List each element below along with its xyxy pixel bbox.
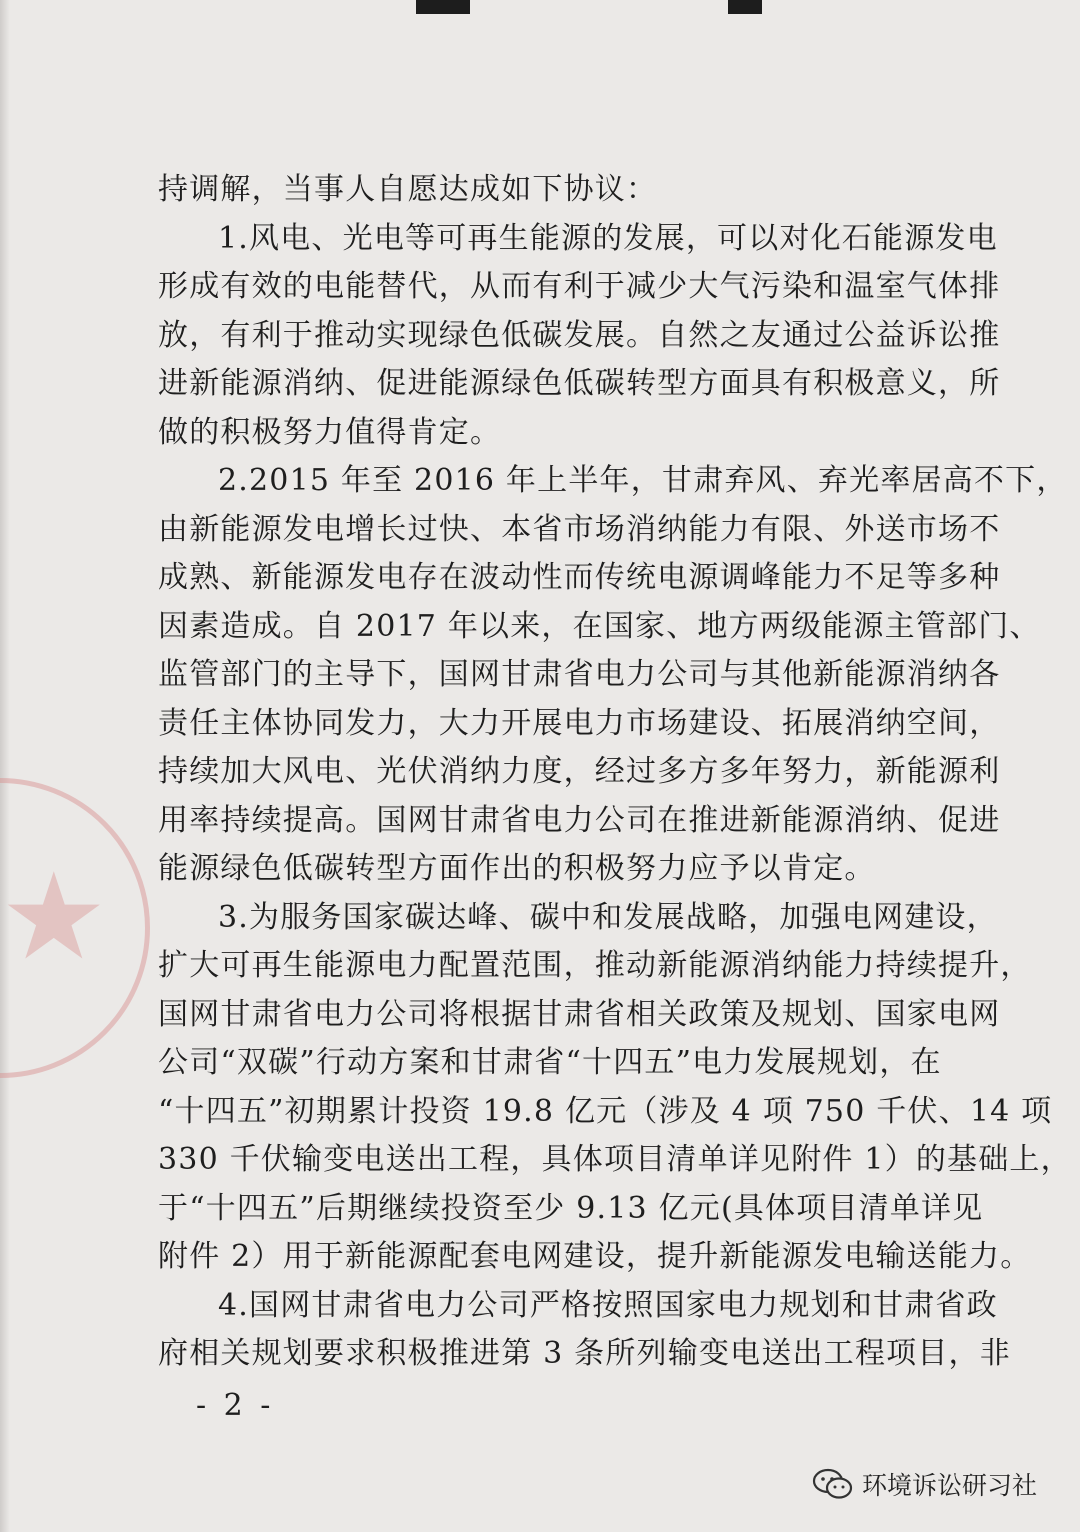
- seal-star-icon: ★: [0, 848, 108, 987]
- text-line: 1.风电、光电等可再生能源的发展，可以对化石能源发电: [218, 220, 998, 256]
- wechat-icon: [812, 1468, 854, 1500]
- text-line: 放，有利于推动实现绿色低碳发展。自然之友通过公益诉讼推: [158, 317, 1001, 353]
- text-line: 责任主体协同发力，大力开展电力市场建设、拓展消纳空间，: [158, 705, 1001, 741]
- text-line: 由新能源发电增长过快、本省市场消纳能力有限、外送市场不: [158, 511, 1001, 547]
- text-line: 于“十四五”后期继续投资至少 9.13 亿元(具体项目清单详见: [158, 1190, 984, 1226]
- text-line: 公司“双碳”行动方案和甘肃省“十四五”电力发展规划，在: [158, 1045, 942, 1080]
- text-line: 持续加大风电、光伏消纳力度，经过多方多年努力，新能源利: [158, 754, 1001, 789]
- text-line: 附件 2）用于新能源配套电网建设，提升新能源发电输送能力。: [158, 1239, 1032, 1274]
- text-line: 监管部门的主导下，国网甘肃省电力公司与其他新能源消纳各: [158, 657, 1001, 692]
- binding-clip-mark: [728, 0, 762, 14]
- text-line: 持调解，当事人自愿达成如下协议：: [158, 172, 658, 207]
- watermark: [812, 1466, 1037, 1502]
- text-line: 成熟、新能源发电存在波动性而传统电源调峰能力不足等多种: [158, 560, 1001, 595]
- text-line: 府相关规划要求积极推进第 3 条所列输变电送出工程项目，非: [158, 1336, 1011, 1371]
- text-line: 330 千伏输变电送出工程，具体项目清单详见附件 1）的基础上，: [158, 1142, 1072, 1177]
- text-line: 扩大可再生能源电力配置范围，推动新能源消纳能力持续提升，: [158, 948, 1032, 983]
- watermark-text: 环境诉讼研习社: [862, 1471, 1038, 1500]
- text-line: 3.为服务国家碳达峰、碳中和发展战略，加强电网建设，: [218, 899, 998, 935]
- page-number: - 2 -: [196, 1388, 275, 1423]
- binding-clip-mark: [416, 0, 470, 14]
- text-line: 2.2015 年至 2016 年上半年，甘肃弃风、弃光率居高不下，: [218, 463, 1068, 498]
- text-line: 做的积极努力值得肯定。: [158, 414, 502, 450]
- text-line: 国网甘肃省电力公司将根据甘肃省相关政策及规划、国家电网: [158, 996, 1001, 1032]
- text-line: 4.国网甘肃省电力公司严格按照国家电力规划和甘肃省政: [218, 1287, 998, 1323]
- text-line: “十四五”初期累计投资 19.8 亿元（涉及 4 项 750 千伏、14 项: [158, 1093, 1053, 1129]
- text-line: 形成有效的电能替代，从而有利于减少大气污染和温室气体排: [158, 269, 1001, 304]
- document-body: [158, 166, 1072, 1379]
- text-line: 因素造成。自 2017 年以来，在国家、地方两级能源主管部门、: [158, 608, 1041, 644]
- text-line: 进新能源消纳、促进能源绿色低碳转型方面具有积极意义，所: [158, 366, 1001, 401]
- text-line: 能源绿色低碳转型方面作出的积极努力应予以肯定。: [158, 851, 876, 886]
- text-line: 用率持续提高。国网甘肃省电力公司在推进新能源消纳、促进: [158, 802, 1001, 838]
- scan-edge: [0, 0, 10, 1532]
